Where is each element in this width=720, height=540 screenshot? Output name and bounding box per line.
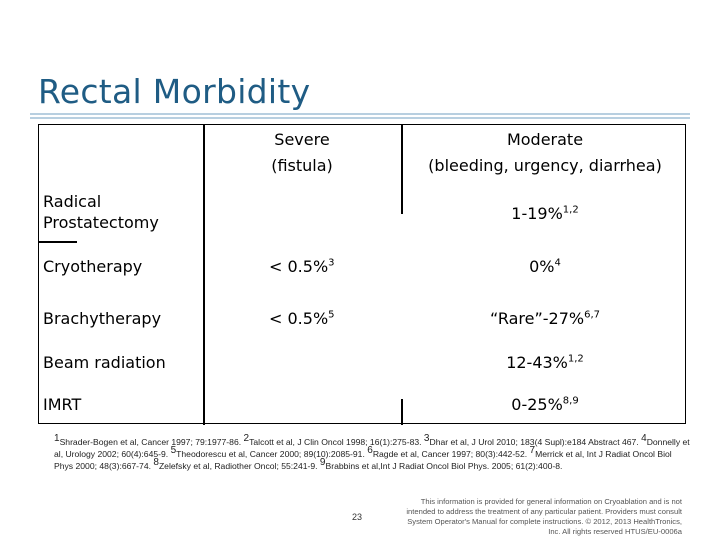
reference-2: $^2$Talcott et al, J Clin Oncol 1998; 16(1):275-83. xyxy=(243,433,422,447)
disclaimer-text: This information is provided for general information on Cryoablation and is not intended to address the treatment of any particular patient. Providers must consult System Operator's Manual for complete instructions. © 2012, 2013 HealthTronics, Inc. All rights reserved HTUS/EU-0006a xyxy=(406,497,682,536)
citation-cryotherapy-moderate: 4 xyxy=(554,257,561,269)
cell-brachytherapy-severe-value: < 0.5% xyxy=(269,309,329,328)
cell-imrt-moderate xyxy=(403,395,687,414)
slide-title: Rectal Morbidity xyxy=(38,72,311,111)
references xyxy=(54,433,690,472)
row-divider-cryotherapy xyxy=(39,241,77,243)
header-severe-sublabel: (fistula) xyxy=(271,156,333,175)
reference-7: $^7$Merrick et al, Int J Radiat Oncol Biol Phys 2000; 48(3):667-74. xyxy=(54,445,672,471)
column-divider-left xyxy=(203,186,205,425)
page-number: 23 xyxy=(352,512,363,522)
cell-radical-moderate xyxy=(403,204,687,223)
header-severe xyxy=(203,127,401,179)
cell-brachytherapy-moderate-value: “Rare”-27% xyxy=(490,309,585,328)
cell-radical-moderate-value: 1-19% xyxy=(511,204,563,223)
title-divider-top xyxy=(30,113,690,115)
title-divider-bottom xyxy=(30,117,690,119)
reference-9: $^9$Brabbins et al,Int J Radiat Oncol Biol Phys. 2005; 61(2):400-8. xyxy=(319,457,563,471)
cell-brachytherapy-moderate xyxy=(403,309,687,328)
row-label-imrt: IMRT xyxy=(43,395,82,414)
reference-8: $^8$Zelefsky et al, Radiother Oncol; 55:241-9. xyxy=(153,457,318,471)
cell-cryotherapy-severe-value: < 0.5% xyxy=(269,257,329,276)
header-severe-label: Severe xyxy=(274,130,330,149)
row-label-beam-radiation: Beam radiation xyxy=(43,353,166,372)
reference-6: $^6$Ragde et al, Cancer 1997; 80(3):442-52. xyxy=(367,445,528,459)
cell-imrt-moderate-value: 0-25% xyxy=(511,395,563,414)
citation-beam-moderate: 1,2 xyxy=(567,353,584,365)
citation-cryotherapy-severe: 3 xyxy=(328,257,335,269)
reference-4: $^4$Donnelly et al, Urology 2002; 60(4):645-9. xyxy=(54,433,690,459)
citation-radical-moderate: 1,2 xyxy=(562,204,579,216)
reference-3: $^3$Dhar et al, J Urol 2010; 183(4 Supl):e184 Abstract 467. xyxy=(423,433,639,447)
row-label-radical-prostatectomy: Radical Prostatectomy xyxy=(43,192,159,232)
citation-imrt-moderate: 8,9 xyxy=(562,395,579,407)
cell-cryotherapy-severe xyxy=(269,257,335,276)
reference-5: $^5$Theodorescu et al, Cancer 2000; 89(10):2085-91. xyxy=(170,445,365,459)
cell-beam-moderate-value: 12-43% xyxy=(506,353,568,372)
row-label-cryotherapy: Cryotherapy xyxy=(43,257,143,276)
cell-beam-moderate xyxy=(403,353,687,372)
morbidity-table xyxy=(38,124,686,424)
reference-1: $^1$Shrader-Bogen et al, Cancer 1997; 79:1977-86. xyxy=(54,433,242,447)
cell-cryotherapy-moderate-value: 0% xyxy=(529,257,555,276)
header-moderate-sublabel: (bleeding, urgency, diarrhea) xyxy=(428,156,662,175)
header-moderate xyxy=(403,127,687,179)
cell-cryotherapy-moderate xyxy=(403,257,687,276)
citation-brachytherapy-severe: 5 xyxy=(328,309,335,321)
cell-brachytherapy-severe xyxy=(269,309,335,328)
citation-brachytherapy-moderate: 6,7 xyxy=(584,309,600,321)
row-label-brachytherapy: Brachytherapy xyxy=(43,309,162,328)
header-moderate-label: Moderate xyxy=(506,130,584,149)
